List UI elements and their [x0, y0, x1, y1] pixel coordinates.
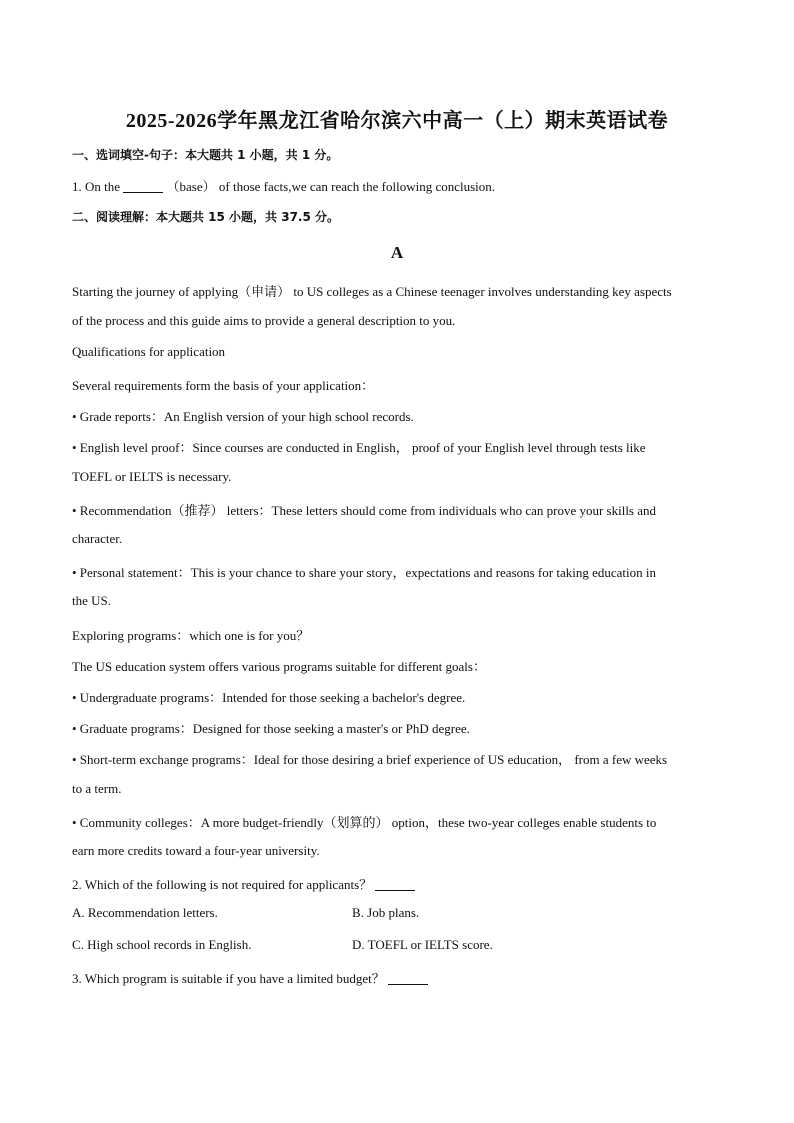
option-a: A. Recommendation letters.: [72, 905, 218, 920]
passage-line: • Grade reports：An English version of your high school records.: [72, 409, 414, 424]
answer-blank: [123, 180, 163, 193]
passage-line: the US.: [72, 593, 111, 608]
question-3: [72, 968, 732, 987]
option-b: B. Job plans.: [352, 905, 420, 920]
page-title: 2025-2026学年黑龙江省哈尔滨六中高一（上）期末英语试卷: [125, 110, 669, 132]
section2-heading: 二、阅读理解：本大题共 15 小题，共 37.5 分。: [72, 210, 340, 224]
passage-line: Exploring programs：which one is for you？: [72, 628, 310, 643]
answer-blank: [375, 878, 415, 891]
passage-line: • Recommendation（推荐） letters：These letters should come from individuals who can prove your skills and: [72, 503, 657, 518]
answer-blank: [388, 972, 428, 985]
question-1-after: （base） of those facts,we can reach the following conclusion.: [166, 179, 496, 194]
passage-line: Several requirements form the basis of your application：: [72, 378, 375, 393]
passage-line: Qualifications for application: [72, 344, 226, 359]
question-2-stem: 2. Which of the following is not required for applicants？: [72, 877, 373, 892]
question-3-stem: 3. Which program is suitable if you have a limited budget？: [72, 971, 385, 986]
question-1: [72, 176, 732, 195]
passage-line: • English level proof：Since courses are conducted in English， proof of your English level through tests like: [72, 440, 646, 455]
option-d: D. TOEFL or IELTS score.: [352, 937, 493, 952]
passage-line: Starting the journey of applying（申请） to US colleges as a Chinese teenager involves understanding key aspects: [72, 284, 672, 299]
passage-line: of the process and this guide aims to provide a general description to you.: [72, 313, 456, 328]
passage-label: A: [390, 243, 404, 262]
passage-line: character.: [72, 531, 123, 546]
passage-line: • Short-term exchange programs：Ideal for those desiring a brief experience of US education， from a few weeks: [72, 752, 668, 767]
question-1-before: 1. On the: [72, 179, 121, 194]
passage-line: The US education system offers various programs suitable for different goals：: [72, 659, 486, 674]
section1-heading: 一、选词填空-句子：本大题共 1 小题，共 1 分。: [72, 148, 339, 162]
passage-line: • Personal statement：This is your chance to share your story，expectations and reasons for taking education in: [72, 565, 656, 580]
passage-line: TOEFL or IELTS is necessary.: [72, 469, 232, 484]
passage-line: • Graduate programs：Designed for those seeking a master's or PhD degree.: [72, 721, 470, 736]
option-c: C. High school records in English.: [72, 937, 252, 952]
passage-line: earn more credits toward a four-year university.: [72, 843, 320, 858]
question-2: [72, 874, 732, 893]
passage-line: • Undergraduate programs：Intended for those seeking a bachelor's degree.: [72, 690, 466, 705]
passage-line: to a term.: [72, 781, 122, 796]
passage-line: • Community colleges：A more budget-friendly（划算的） option，these two-year colleges enable students to: [72, 815, 657, 830]
